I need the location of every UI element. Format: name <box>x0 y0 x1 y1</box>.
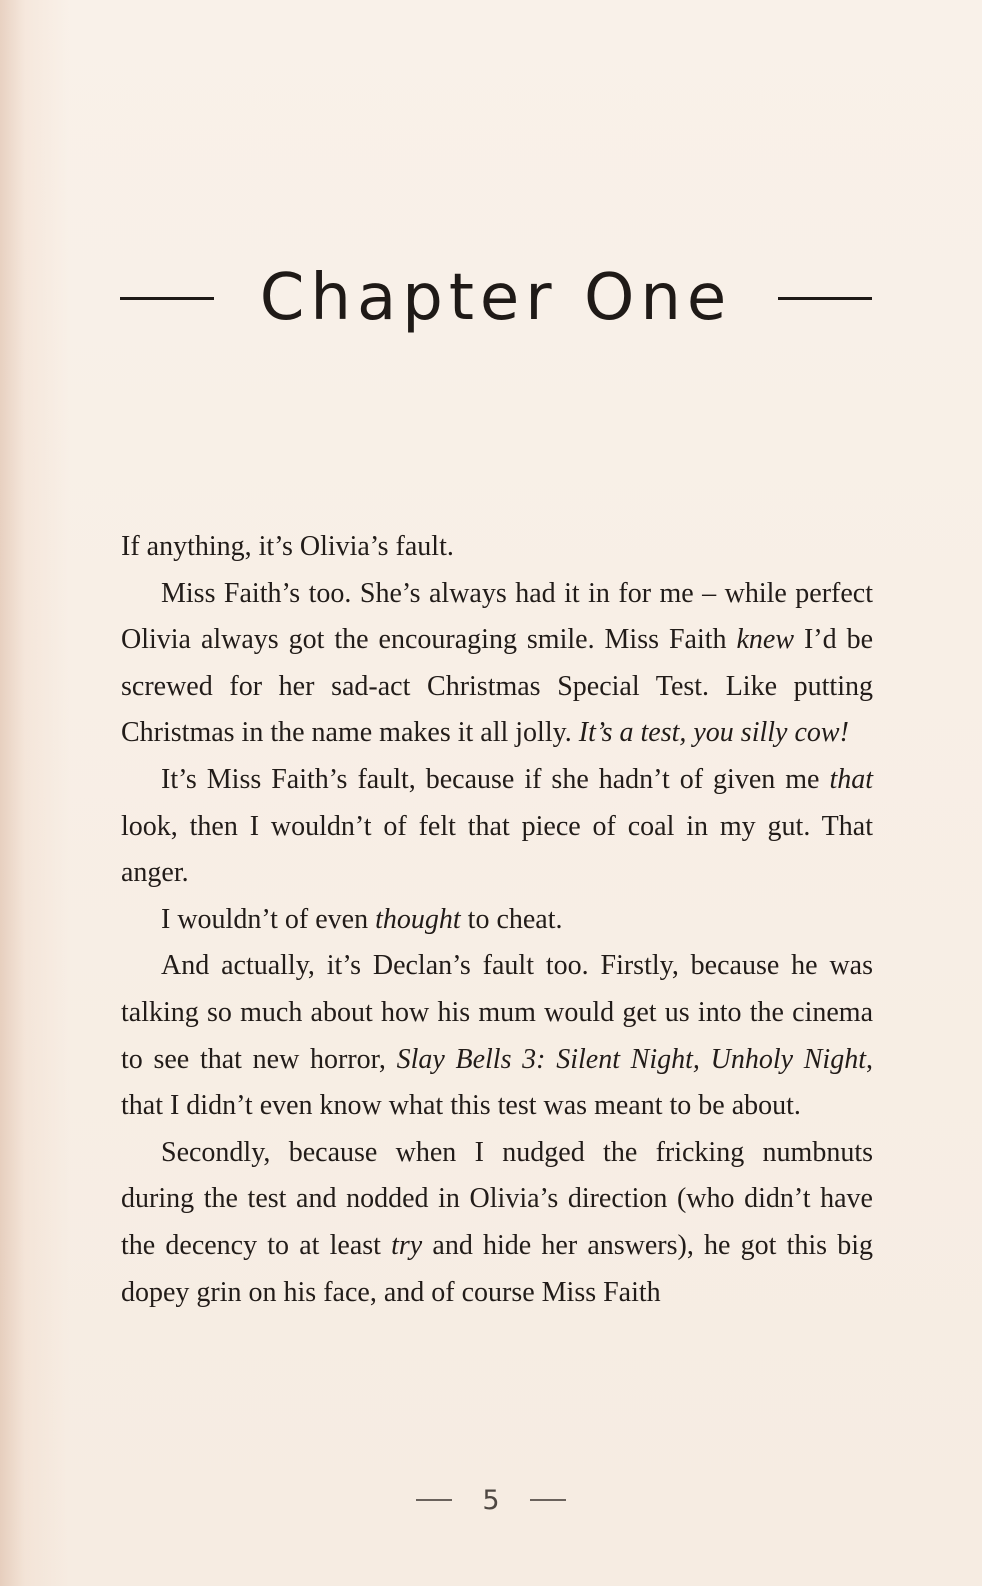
text-run: look, then I wouldn’t of felt that piece of coal in my gut. That anger. <box>121 810 873 889</box>
paragraph <box>121 943 873 1129</box>
text-run: , that I didn’t even know what this test was meant to be about. <box>121 1043 873 1122</box>
text-run: Secondly, because when I nudged the fricking numbnuts during the test and nodded in Olivia’s direction (who didn’t have the decency to at least <box>121 1136 873 1261</box>
text-run: And actually, it’s Declan’s fault too. Firstly, because he was talking so much about how his mum would get us into the cinema to see that new horror, <box>121 950 873 1075</box>
paragraph <box>121 757 873 897</box>
heading-left-rule <box>120 297 214 300</box>
chapter-title: Chapter One <box>259 261 733 335</box>
chapter-body <box>121 524 873 1316</box>
italic-run: thought <box>375 903 461 935</box>
chapter-heading <box>120 258 872 338</box>
paragraph <box>121 897 873 944</box>
text-run: It’s Miss Faith’s fault, because if she hadn’t of given me <box>161 763 830 795</box>
paragraph <box>121 571 873 757</box>
paragraph <box>121 524 873 571</box>
italic-run: Slay Bells 3: Silent Night, Unholy Night <box>396 1043 866 1075</box>
italic-run: knew <box>736 624 794 656</box>
paragraph <box>121 1130 873 1316</box>
text-run: I wouldn’t of even <box>161 903 376 935</box>
italic-run: It’s a test, you silly cow! <box>578 717 849 749</box>
italic-run: that <box>829 763 873 795</box>
heading-right-rule <box>778 297 872 300</box>
text-run: to cheat. <box>460 903 563 935</box>
page-number: 5 <box>482 1484 500 1516</box>
footer-left-rule <box>416 1499 452 1501</box>
text-run: If anything, it’s Olivia’s fault. <box>121 531 454 562</box>
italic-run: try <box>391 1229 423 1261</box>
text-run: and hide her answers), he got this big dopey grin on his face, and of course Miss Faith <box>121 1229 873 1308</box>
text-run: I’d be screwed for her sad-act Christmas Special Test. Like putting Christmas in the name makes it all jolly. <box>121 624 873 749</box>
text-run: Miss Faith’s too. She’s always had it in for me – while perfect Olivia always got the encouraging smile. Miss Faith <box>121 577 873 656</box>
footer-right-rule <box>530 1499 566 1501</box>
page-footer <box>0 1480 982 1520</box>
